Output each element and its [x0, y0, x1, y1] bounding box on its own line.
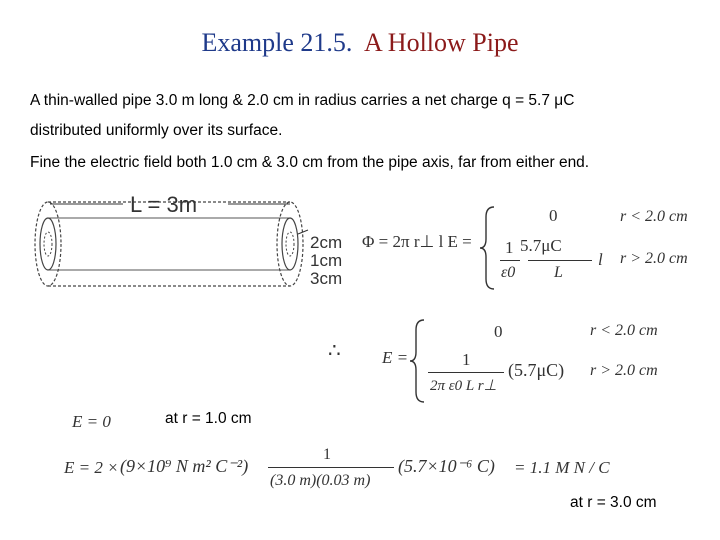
- flux-case2-frac-den: L: [554, 264, 563, 281]
- therefore-symbol: ∴: [328, 340, 341, 362]
- result2-frac-den: (3.0 m)(0.03 m): [270, 472, 371, 489]
- result1-caption: at r = 1.0 cm: [165, 410, 252, 427]
- flux-brace: [478, 205, 498, 291]
- slide-title: [0, 28, 720, 58]
- radius-label-3cm: 3cm: [310, 269, 343, 288]
- result2-lhs: E = 2 ×: [64, 458, 119, 477]
- field-case2-factor: (5.7μC): [508, 360, 565, 380]
- pipe-left-end-inner: [40, 218, 56, 270]
- field-case1-value: 0: [494, 322, 503, 341]
- flux-case2-frac-bar: [528, 260, 592, 261]
- field-case2-den: 2π ε0 L r⊥: [430, 378, 497, 394]
- flux-case1-condition: r < 2.0 cm: [620, 208, 688, 225]
- radius-pointer: [298, 230, 308, 234]
- field-lhs: E =: [382, 348, 409, 367]
- field-case2-condition: r > 2.0 cm: [590, 362, 658, 379]
- radius-label-1cm: 1cm: [310, 251, 343, 270]
- result1-expression: E = 0: [72, 412, 111, 431]
- problem-line-3: Fine the electric field both 1.0 cm & 3.0 cm from the pipe axis, far from either end.: [30, 154, 590, 171]
- flux-case1-value: 0: [549, 206, 558, 225]
- result2-answer: = 1.1 M N / C: [514, 458, 610, 477]
- title-main: Example 21.5.: [201, 28, 353, 57]
- result2-frac-bar: [268, 467, 394, 468]
- pipe-left-end-outer: [35, 202, 61, 286]
- flux-case2-frac-num: 5.7μC: [520, 236, 562, 255]
- title-subtitle: A Hollow Pipe: [363, 28, 519, 57]
- problem-line-1: A thin-walled pipe 3.0 m long & 2.0 cm in radius carries a net charge q = 5.7 μC: [30, 92, 575, 109]
- result2-frac-num: 1: [323, 446, 331, 463]
- flux-case2-num: 1: [505, 238, 514, 257]
- field-brace: [408, 318, 428, 404]
- pipe-left-end-core: [44, 232, 52, 256]
- field-case2-num: 1: [462, 350, 471, 369]
- pipe-right-end-inner: [282, 218, 298, 270]
- flux-lhs: Φ = 2π r⊥ l E =: [362, 232, 472, 251]
- result2-caption: at r = 3.0 cm: [570, 494, 657, 511]
- field-case1-condition: r < 2.0 cm: [590, 322, 658, 339]
- result2-constant: (9×10⁹ N m² C⁻²): [120, 456, 249, 476]
- field-case2-bar: [428, 372, 504, 373]
- length-label: L = 3m: [130, 192, 198, 217]
- pipe-right-end-outer: [277, 202, 303, 286]
- pipe-figure: [28, 190, 348, 300]
- problem-line-2: distributed uniformly over its surface.: [30, 122, 283, 139]
- flux-case2-den: ε0: [501, 264, 516, 281]
- flux-case2-tail: l: [598, 250, 603, 269]
- radius-label-2cm: 2cm: [310, 233, 343, 252]
- pipe-right-end-core: [286, 232, 294, 256]
- result2-charge: (5.7×10⁻⁶ C): [398, 456, 495, 476]
- flux-case2-condition: r > 2.0 cm: [620, 250, 688, 267]
- flux-case2-bar: [500, 260, 520, 261]
